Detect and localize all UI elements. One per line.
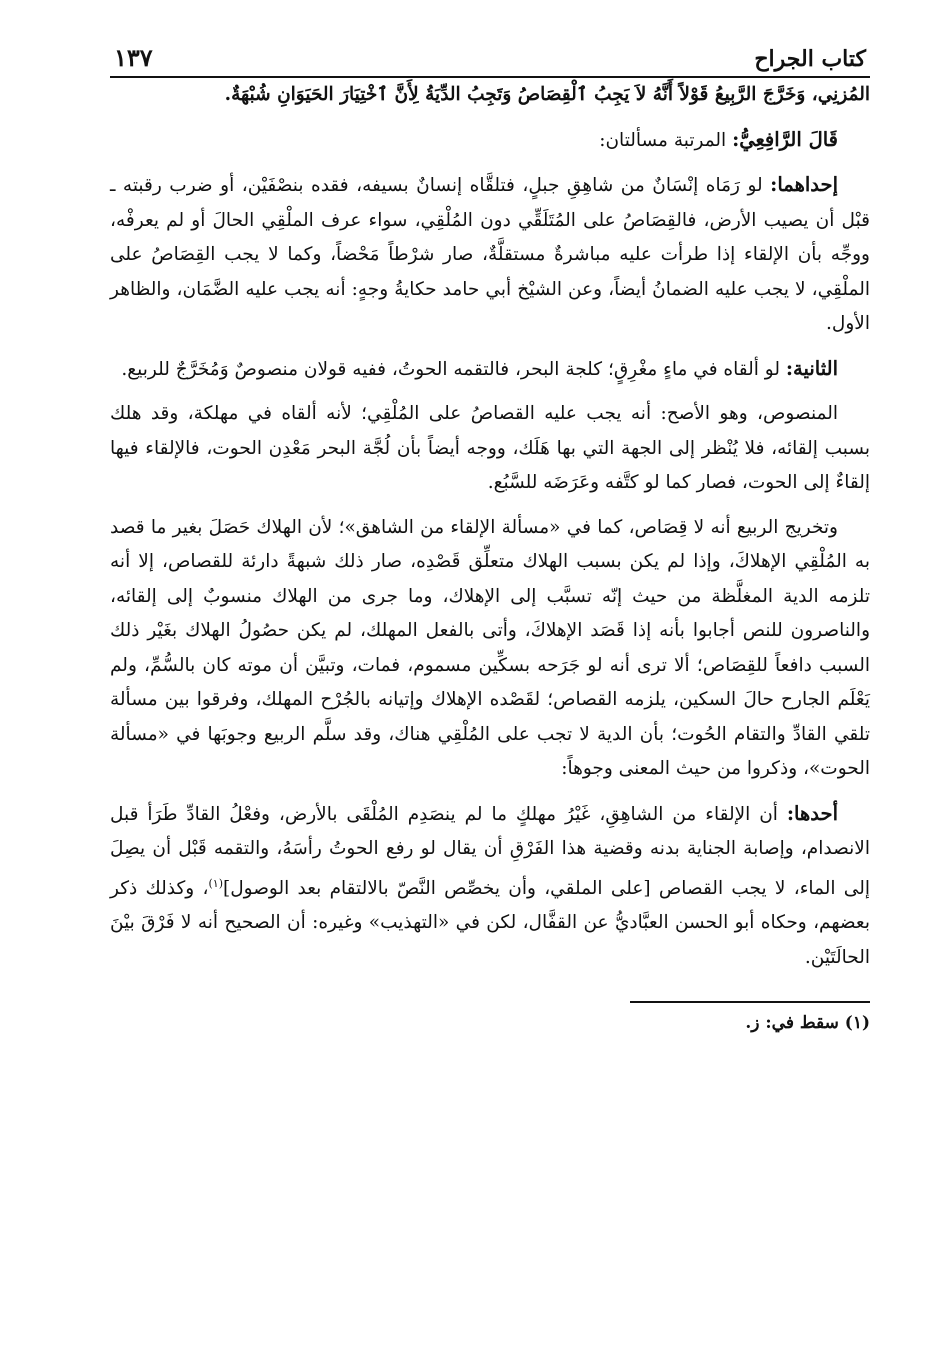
paragraph-rafii-intro [110, 123, 870, 159]
paragraph-text: أن الإلقاء من الشاهِقِ، غَيْرُ مهلكٍ ما لم ينصَدِم المُلْقَى بالأرض، وفعْلُ القادِّ طَرَأ قبل الانصدام، وإصابة الجناية بدنه وقضية هذا الفَرْقِ أن يقال لو رفع الحوتُ رأسَهُ، والتقمه قَبْل أن يصِلَ إلى الماء، لا يجب القصاص [على الملقي، وأن يخصِّص النَّصّ بالالتقام بعد الوصول] [110, 803, 870, 899]
main-text [110, 78, 870, 975]
paragraph-first-issue [110, 168, 870, 342]
paragraph-first-aspect [110, 797, 870, 976]
paragraph-mansus: المنصوص، وهو الأصح: أنه يجب عليه القصاصُ على المُلْقِي؛ لأنه ألقاه في مهلكة، وقد هلك بسبب إلقائه، فلا يُنْظر إلى الجهة التي بها هَلَك، ووجه أيضاً بأن لُجَّة البحر مَعْدِن الحوت، فالإلقاء فيها إلقاءٌ إلى الحوت، فصار كما لو كتَّفه وعَرَضَه للسَّبُع. [110, 403, 870, 493]
speaker-label: قَالَ الرَّافِعِيُّ: [732, 127, 838, 151]
book-title: كتاب الجراح [754, 46, 866, 72]
issue-label: الثانية: [785, 356, 838, 380]
page-number: ١٣٧ [114, 43, 153, 72]
paragraph-second-issue [110, 352, 870, 388]
footnote-reference[interactable]: (١) [208, 876, 223, 890]
issue-label: إحداهما: [770, 173, 838, 196]
paragraph-text: ، وكذلك ذكر بعضهم، وحكاه أبو الحسن العبَّاديُّ عن القفَّال، لكن في «التهذيب» وغيره: أن الصحيح أنه لا فَرْقَ بيْنَ الحالَتَيْن. [110, 877, 870, 968]
running-header [110, 30, 870, 78]
paragraph-takhrij: وتخريج الربيع أنه لا قِصَاص، كما في «مسألة الإلقاء من الشاهق»؛ لأن الهلاك حَصَلَ بغير ما قصد به المُلْقِي الإهلاكَ، وإذا لم يكن بسبب الهلاك متعلِّق قَصْدِه، صار ذلك شبهةً دارئة للقصاص، إلا أنه تلزمه الدية المغلَّظة من حيث إنّه تسبَّب إلى الإهلاك، وما جرى من الهلاك منسوبٌ إلى إلقائه، والناصرون للنص أجابوا بأنه إذا قَصَد الإهلاكَ، وأتى بالفعل المهلك، لم يكن حصُولُ الهلاك بغَيْر ذلك السبب دافعاً للقِصَاص؛ ألا ترى أنه لو جَرَحه بسكِّين مسموم، فمات، وتبيَّن أن موته كان بالسُّمِّ، ولم يَعْلَم الجارح حالَ السكين، يلزمه القصاص؛ لقَصْده الإهلاك وإتيانه بالجُرْح المهلك، وفرقوا بين مسألة تلقي القادِّ والتقام الحُوت؛ بأن الدية لا تجب على المُلْقِي هناك، وقد سلَّم الربيع وجوبَها في «مسألة الحوت»، وذكروا من حيث المعنى وجوهاً: [110, 516, 870, 779]
paragraph-text: لو ألقاه في ماءٍ مغْرِقٍ؛ كلجة البحر، فالتقمه الحوتُ، ففيه قولان منصوصٌ وَمُخَرَّجٌ للربيع. [121, 358, 786, 380]
footnote-divider [630, 1001, 870, 1003]
paragraph-text: لو رَمَاه إنْسَانٌ من شاهِقِ جبلٍ، فتلقَّاه إنسانٌ بسيفه، فقده بنصْفَيْن، أو ضرب رقبته ـ قبْل أن يصيب الأرض، فالقِصَاصُ على المُتَلَقِّي دون المُلْقِي، سواء عرف الملْقِي الحالَ أو لم يعرفْه، ووجِّه بأن الإلقاء إذا طرأت عليه مباشرةٌ مستقلَّةٌ، صار شرْطاً مَحْضاً، وكما لا يجب القِصَاصُ على الملْقِي، لا يجب عليه الضمانُ أيضاً، وعن الشيْخ أبي حامد حكايةُ وجهٍ: أنه يجب عليه الضَّمَان، والظاهر الأول. [110, 175, 870, 334]
aspect-label: أحدها: [786, 801, 838, 825]
paragraph-matn: المُزنِي، وَخَرَّجَ الرَّبِيعُ قَوْلاً أَنَّهُ لاَ يَجِبُ ٱلْقِصَاصُ وَتَجِبُ الدِّيَةُ لِأَنَّ ٱخْتِيَارَ الحَيَوَانِ شُبْهَةٌ. [224, 84, 870, 105]
document-page [110, 30, 870, 1033]
footnote: (١) سقط في: ز. [745, 1013, 870, 1034]
paragraph-text: المرتبة مسألتان: [599, 129, 733, 151]
